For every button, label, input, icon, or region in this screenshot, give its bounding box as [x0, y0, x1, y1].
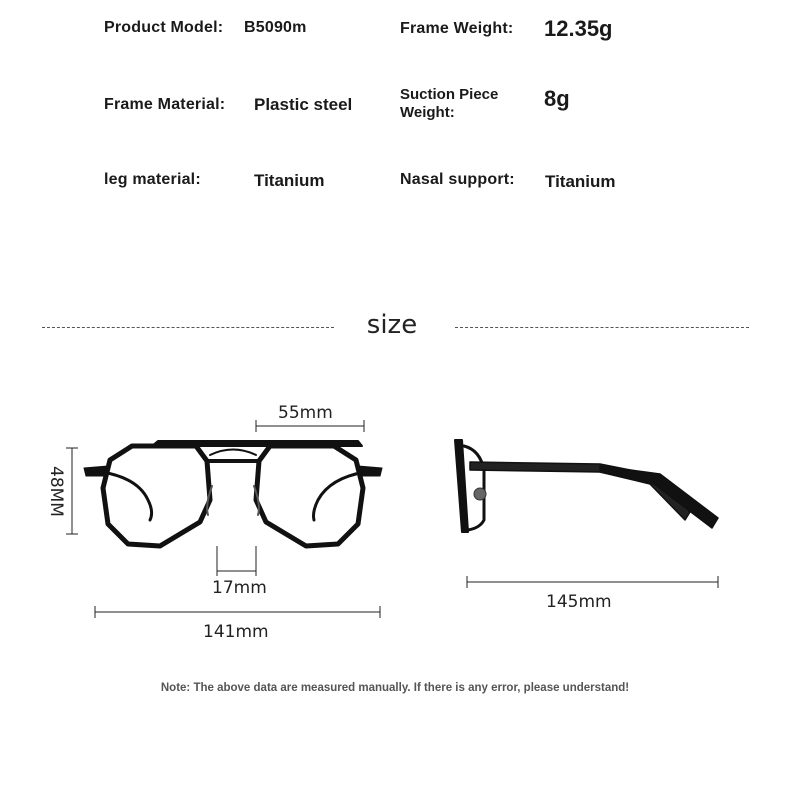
- frame-material-label: Frame Material:: [104, 96, 226, 113]
- frame-weight-label: Frame Weight:: [400, 20, 514, 37]
- side-view-glasses: [455, 440, 718, 532]
- lens-height-label: 48MM: [46, 466, 66, 517]
- leg-material-value: Titanium: [254, 171, 325, 190]
- lens-width-label: 55mm: [278, 403, 333, 423]
- nasal-support-label: Nasal support:: [400, 171, 515, 188]
- product-model-label: Product Model:: [104, 19, 224, 36]
- bridge-width-label: 17mm: [212, 578, 267, 598]
- suction-piece-weight-label: Suction Piece Weight:: [400, 86, 499, 121]
- suction-piece-weight-value: 8g: [544, 86, 570, 111]
- dimension-lines: [66, 420, 718, 618]
- measurement-note: Note: The above data are measured manually. If there is any error, please understand!: [160, 682, 630, 694]
- temple-length-label: 145mm: [546, 592, 612, 612]
- leg-material-label: leg material:: [104, 171, 201, 188]
- frame-weight-value: 12.35g: [544, 16, 613, 41]
- frame-width-label: 141mm: [203, 622, 269, 642]
- size-title: size: [366, 310, 418, 340]
- frame-material-value: Plastic steel: [254, 95, 353, 114]
- nasal-support-value: Titanium: [545, 172, 616, 191]
- front-view-glasses: [84, 441, 382, 546]
- product-model-value: B5090m: [244, 19, 307, 36]
